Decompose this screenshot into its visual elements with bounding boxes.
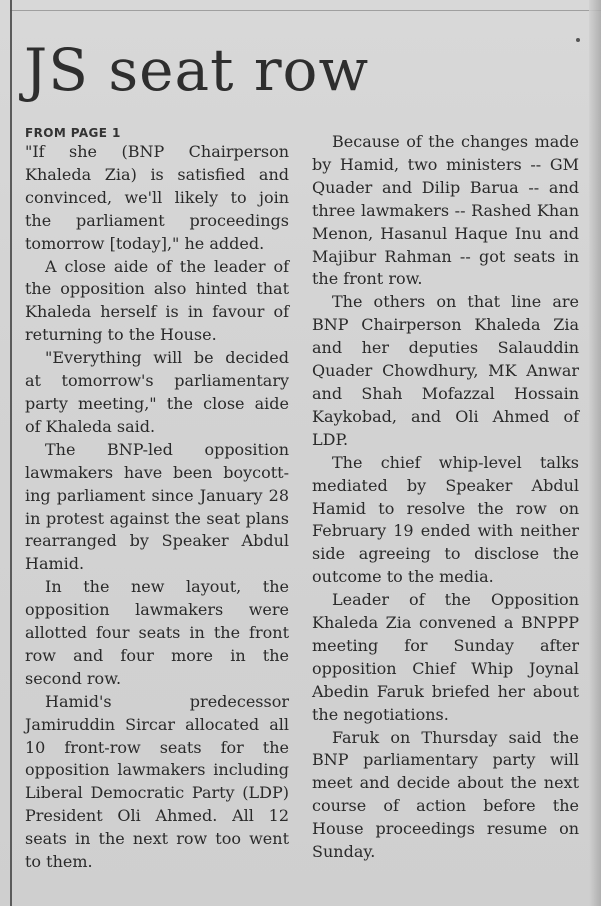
left-column xyxy=(25,126,289,874)
kicker-from-page-1: FROM PAGE 1 xyxy=(25,126,121,140)
paragraph-changes: Because of the changes made by Hamid, two ministers -- GM Quader and Dilip Barua -- and three lawmakers -- Rashed Khan Menon, Hasanul Haque Inu and Majibur Rahman -- got seats in the front row. xyxy=(312,132,579,289)
left-column-rule xyxy=(10,0,12,906)
top-rule xyxy=(10,10,601,11)
headline: JS seat row xyxy=(24,36,370,104)
paragraph-faruk-thursday: Faruk on Thursday said the BNP parliamentary party will meet and decide about the next course of action before the House proceedings resume on Sunday. xyxy=(312,727,579,862)
paragraph-close-aide: A close aide of the leader of the opposition also hinted that Khaleda herself is in favour of returning to the House. xyxy=(25,256,289,345)
paragraph-everything-decided: "Everything will be decided at tomorrow's parliamentary party meeting," the close aide of Khaleda said. xyxy=(25,348,289,436)
paragraph-quote-khaleda: "If she (BNP Chairperson Khaleda Zia) is satisfied and convinced, we'll likely to join the parliament proceedings tomorrow [today]," he added. xyxy=(25,142,289,253)
page-edge-shadow xyxy=(589,0,601,906)
paragraph-new-layout: In the new layout, the opposition lawmakers were allotted four seats in the front row and four more in the second row. xyxy=(25,577,289,688)
right-column xyxy=(312,131,579,864)
paragraph-boycott: The BNP-led opposition lawmakers have been boycotting parliament since January 28 in protest against the seat plans rearranged by Speaker Abdul Hamid. xyxy=(25,439,289,574)
paragraph-whip-talks: The chief whip-level talks mediated by Speaker Abdul Hamid to resolve the row on February 19 ended with neither side agreeing to disclose the outcome to the media. xyxy=(312,452,579,587)
paragraph-predecessor: Hamid's predecessor Jamiruddin Sircar allocated all 10 front-row seats for the opposition lawmakers including Liberal Democratic Party (LDP) President Oli Ahmed. All 12 seats in the next row too went to them. xyxy=(25,691,289,872)
paragraph-bnppp-meeting: Leader of the Opposition Khaleda Zia convened a BNPPP meeting for Sunday after opposition Chief Whip Joynal Abedin Faruk briefed her about the negotiations. xyxy=(312,590,579,724)
paragraph-others-on-line: The others on that line are BNP Chairperson Khaleda Zia and her deputies Salauddin Quader Chowdhury, MK Anwar and Shah Mofazzal Hossain Kaykobad, and Oli Ahmed of LDP. xyxy=(312,292,579,449)
